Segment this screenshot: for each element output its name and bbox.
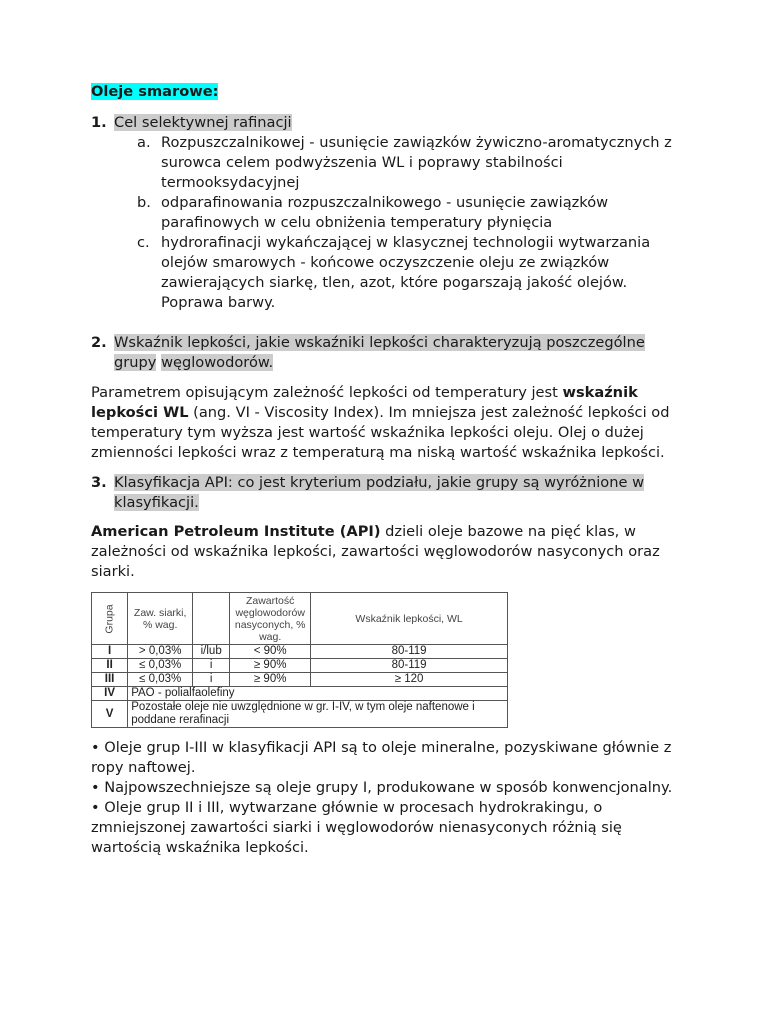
cell-group: I — [92, 645, 128, 659]
paragraph-text: dzieli oleje bazowe na pięć klas, w zależności od wskaźnika lepkości, zawartości węglowodorów nasyconych oraz siarki. — [91, 523, 660, 580]
cell-sulfur: ≤ 0,03% — [128, 659, 193, 673]
cell-saturated: ≥ 90% — [230, 673, 311, 687]
header-vi: Wskaźnik lepkości, WL — [311, 593, 508, 645]
question-2-text-end: węglowodorów. — [161, 354, 274, 371]
cell-description: PAO - polialfaolefiny — [128, 687, 508, 701]
table-row — [92, 659, 508, 673]
question-2 — [91, 333, 691, 373]
cell-conj: i — [193, 659, 230, 673]
cell-vi: ≥ 120 — [311, 673, 508, 687]
paragraph-viscosity-index — [91, 383, 691, 463]
api-classification-table — [91, 592, 691, 728]
cell-conj: i — [193, 673, 230, 687]
table-row — [92, 673, 508, 687]
paragraph-api — [91, 522, 691, 582]
cell-sulfur: > 0,03% — [128, 645, 193, 659]
document-page — [91, 82, 691, 858]
header-conj — [193, 593, 230, 645]
paragraph-text: Parametrem opisującym zależność lepkości od temperatury jest — [91, 384, 563, 401]
question-1-text: Cel selektywnej rafinacji — [114, 114, 292, 131]
question-2-number: 2. — [91, 334, 107, 351]
table-row — [92, 645, 508, 659]
table-row — [92, 701, 508, 728]
cell-conj: i/lub — [193, 645, 230, 659]
paragraph-text: (ang. VI - Viscosity Index). Im mniejsza jest zależność lepkości od temperatury tym wyższa jest wartość wskaźnika lepkości oleju. Olej o dużej zmienności lepkości wraz z temperaturą ma niską wartość wskaźnika lepkości. — [91, 404, 670, 461]
bullet-item: • Oleje grup I-III w klasyfikacji API są to oleje mineralne, pozyskiwane głównie z ropy naftowej. — [91, 739, 672, 776]
list-item — [91, 193, 691, 233]
header-text: Grupa — [103, 603, 116, 634]
cell-group: V — [92, 701, 128, 728]
doc-title — [91, 82, 691, 102]
question-1 — [91, 113, 691, 133]
question-1-list — [91, 133, 691, 313]
list-item — [91, 233, 691, 313]
question-3-text: Klasyfikacja API: co jest kryterium podziału, jakie grupy są wyróżnione w klasyfikacji. — [114, 474, 644, 511]
cell-group: IV — [92, 687, 128, 701]
list-item-text: Rozpuszczalnikowej - usunięcie zawiązków żywiczno-aromatycznych z surowca celem podwyższenia WL i poprawy stabilności termooksydacyjnej — [161, 134, 672, 191]
header-saturated: Zawartość węglowodorów nasyconych, % wag. — [230, 593, 311, 645]
cell-saturated: < 90% — [230, 645, 311, 659]
list-marker: c. — [137, 234, 150, 251]
list-marker: a. — [137, 134, 151, 151]
header-sulfur: Zaw. siarki, % wag. — [128, 593, 193, 645]
question-2-text: Wskaźnik lepkości, jakie wskaźniki lepkości charakteryzują poszczególne grupy — [114, 334, 645, 371]
question-3-number: 3. — [91, 474, 107, 491]
question-3 — [91, 473, 691, 513]
list-item-text: odparafinowania rozpuszczalnikowego - usunięcie zawiązków parafinowych w celu obniżenia temperatury płynięcia — [161, 194, 609, 231]
bullet-item: • Najpowszechniejsze są oleje grupy I, produkowane w sposób konwencjonalny. — [91, 779, 673, 796]
cell-sulfur: ≤ 0,03% — [128, 673, 193, 687]
header-group — [92, 593, 128, 645]
list-marker: b. — [137, 194, 151, 211]
cell-group: II — [92, 659, 128, 673]
bold-term: wskaźnik lepkości WL — [91, 384, 638, 421]
cell-group: III — [92, 673, 128, 687]
list-item-text: hydrorafinacji wykańczającej w klasycznej technologii wytwarzania olejów smarowych - końcowe oczyszczenie oleju ze związków zawierających siarkę, tlen, azot, które pogarszają jakość olejów. Poprawa barwy. — [161, 234, 651, 311]
cell-description: Pozostałe oleje nie uwzględnione w gr. I-IV, w tym oleje naftenowe i poddane rerafinacji — [128, 701, 508, 728]
cell-saturated: ≥ 90% — [230, 659, 311, 673]
bold-term: American Petroleum Institute (API) — [91, 523, 381, 540]
cell-vi: 80-119 — [311, 645, 508, 659]
bullet-item: • Oleje grup II i III, wytwarzane głównie w procesach hydrokrakingu, o zmniejszonej zawartości siarki i węglowodorów nienasyconych różnią się wartością wskaźnika lepkości. — [91, 799, 622, 856]
cell-vi: 80-119 — [311, 659, 508, 673]
table-row — [92, 687, 508, 701]
question-1-number: 1. — [91, 114, 107, 131]
title-text: Oleje smarowe: — [91, 83, 219, 100]
list-item — [91, 133, 691, 193]
